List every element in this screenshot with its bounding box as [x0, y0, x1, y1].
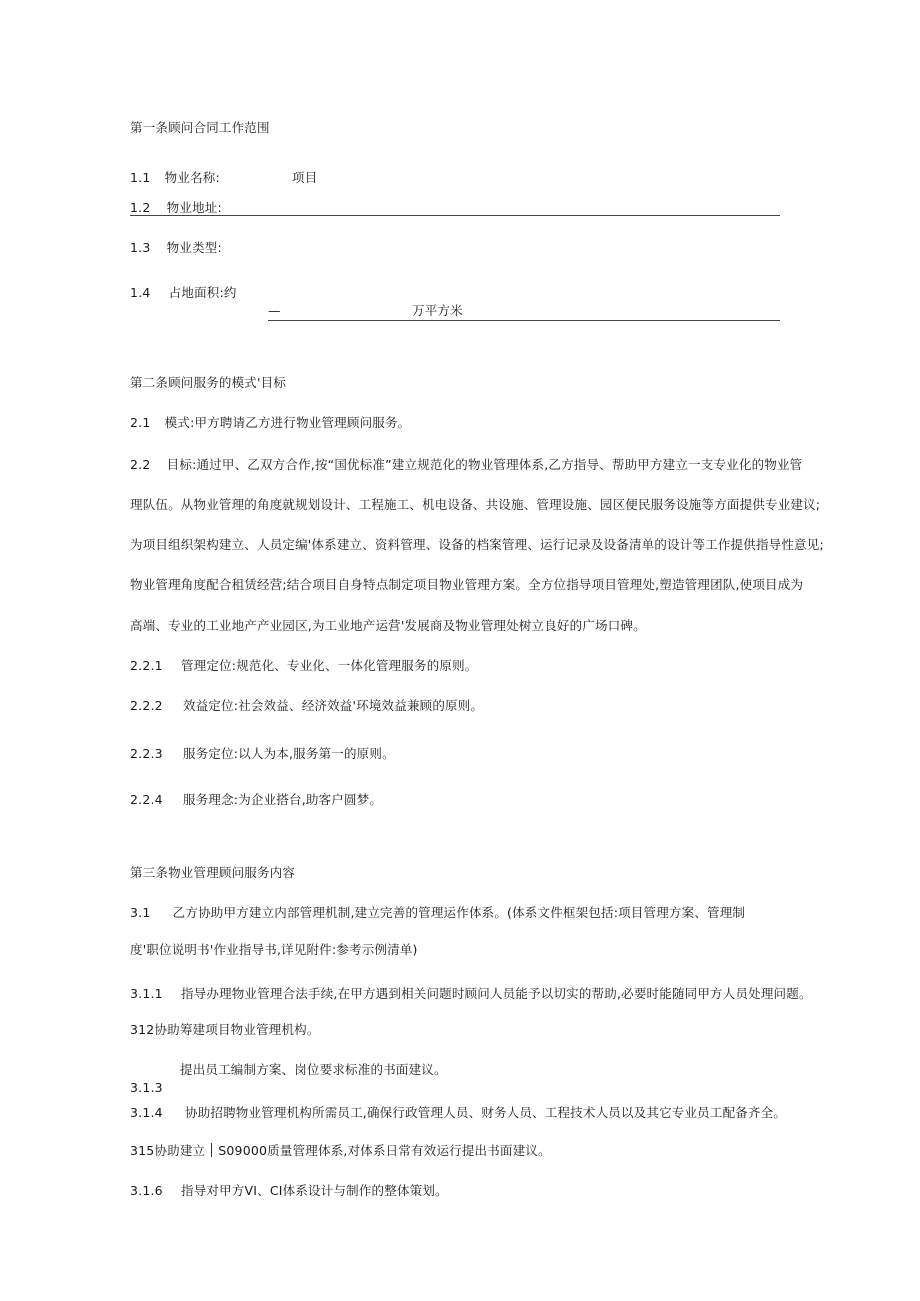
- item-text: 管理定位:规范化、专业化、一体化管理服务的原则。: [181, 658, 478, 673]
- item-number: 2.2: [130, 457, 151, 472]
- item-number: 1.2: [130, 200, 151, 215]
- item-2-2-line3: 为项目组织架构建立、人员定编'体系建立、资料管理、设备的档案管理、运行记录及设备清单的设计等工作提供指导性意见;: [130, 537, 824, 552]
- section2-heading: 第二条顾问服务的模式'目标: [130, 375, 287, 390]
- item-3-1-3-number: 3.1.3: [130, 1080, 163, 1095]
- item-number: 1.4: [130, 285, 151, 300]
- item-3-1-2: 312协助筹建项目物业管理机构。: [130, 1022, 320, 1037]
- vertical-bar-mark: [211, 1143, 212, 1157]
- item-text: 模式:甲方聘请乙方进行物业管理顾问服务。: [164, 415, 411, 430]
- item-2-2-2: [130, 698, 483, 714]
- item-1-4: [130, 285, 237, 301]
- item-number: 2.2.1: [130, 658, 163, 673]
- item-number: 2.2.3: [130, 746, 163, 761]
- property-name-value: 项目: [292, 170, 318, 185]
- item-1-1: [130, 170, 318, 186]
- area-unit: 万平方米: [412, 303, 463, 318]
- item-3-1-3-text: 提出员工编制方案、岗位要求标准的书面建议。: [180, 1062, 447, 1077]
- item-text: S09000质量管理体系,对体系日常有效运行提出书面建议。: [218, 1143, 551, 1158]
- item-text: 指导对甲方VI、CI体系设计与制作的整体策划。: [181, 1183, 448, 1198]
- item-2-2-line5: 高端、专业的工业地产产业园区,为工业地产运营'发展商及物业管理处树立良好的广场口碑。: [130, 618, 646, 633]
- item-label: 物业名称:: [164, 170, 220, 185]
- item-number: 3.1.4: [130, 1105, 163, 1120]
- item-text: 指导办理物业管理合法手续,在甲方遇到相关问题时顾问人员能予以切实的帮助,必要时能随同甲方人员处理问题。: [181, 986, 812, 1001]
- item-text: 效益定位:社会效益、经济效益'环境效益兼顾的原则。: [183, 698, 484, 713]
- item-3-1-6: [130, 1183, 448, 1199]
- item-2-2-line4: 物业管理角度配合租赁经营;结合项目自身特点制定项目物业管理方案。全方位指导项目管理处,塑造管理团队,使项目成为: [130, 577, 804, 592]
- section3-heading: 第三条物业管理顾问服务内容: [130, 865, 296, 880]
- item-2-2-line1: [130, 457, 802, 473]
- item-prefix: 315协助建立: [130, 1143, 206, 1158]
- item-label: 占地面积:约: [168, 285, 237, 300]
- item-3-1-1: [130, 986, 812, 1002]
- item-3-1-line2: 度'职位说明书'作业指导书,详见附件:参考示例清单): [130, 942, 418, 957]
- address-underline: [130, 215, 780, 216]
- area-dash: —: [268, 303, 281, 318]
- item-2-2-line2: 理队伍。从物业管理的角度就规划设计、工程施工、机电设备、共设施、管理设施、园区便民服务设施等方面提供专业建议;: [130, 497, 821, 512]
- item-2-2-1: [130, 658, 478, 674]
- item-text: 乙方协助甲方建立内部管理机制,建立完善的管理运作体系。(体系文件框架包括:项目管理方案、管理制: [172, 905, 746, 920]
- item-text: 服务定位:以人为本,服务第一的原则。: [183, 746, 395, 761]
- item-2-2-4: [130, 792, 382, 808]
- item-number: 2.2.4: [130, 792, 163, 807]
- section1-heading: 第一条顾问合同工作范围: [130, 120, 270, 135]
- item-2-2-3: [130, 746, 395, 762]
- item-number: 2.1: [130, 415, 151, 430]
- item-3-1-5: [130, 1143, 551, 1159]
- item-text: 协助招聘物业管理机构所需员工,确保行政管理人员、财务人员、工程技术人员以及其它专业员工配备齐全。: [185, 1105, 787, 1120]
- item-number: 2.2.2: [130, 698, 163, 713]
- item-3-1-4: [130, 1105, 786, 1121]
- item-label: 物业地址:: [166, 200, 222, 215]
- item-1-3: [130, 240, 222, 256]
- item-3-1-line1: [130, 905, 745, 921]
- item-1-2: [130, 200, 222, 216]
- item-number: 3.1.1: [130, 986, 163, 1001]
- item-number: 3.1.6: [130, 1183, 163, 1198]
- item-label: 物业类型:: [166, 240, 222, 255]
- item-text: 服务理念:为企业搭台,助客户圆梦。: [183, 792, 383, 807]
- area-underline: [268, 320, 780, 321]
- item-2-1: [130, 415, 410, 431]
- item-number: 1.3: [130, 240, 151, 255]
- item-text: 目标:通过甲、乙双方合作,按“国优标准”建立规范化的物业管理体系,乙方指导、帮助甲方建立一支专业化的物业管: [166, 457, 803, 472]
- item-number: 3.1: [130, 905, 151, 920]
- item-number: 1.1: [130, 170, 151, 185]
